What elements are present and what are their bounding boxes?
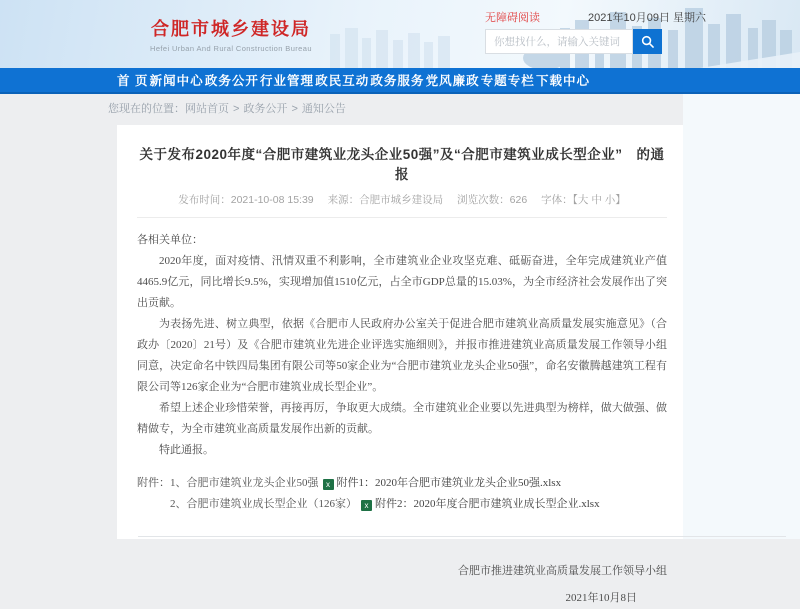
view-count: 浏览次数：626 [457, 194, 528, 207]
search-bar [485, 29, 662, 54]
main-nav [0, 68, 800, 94]
nav-item-party[interactable]: 党风廉政 [425, 74, 480, 88]
site-header [0, 0, 800, 68]
excel-file-icon: x [361, 500, 372, 511]
nav-item-downloads[interactable]: 下载中心 [535, 74, 590, 88]
search-icon [641, 35, 654, 48]
breadcrumb [108, 100, 346, 116]
closing-line: 特此通报。 [159, 444, 214, 457]
paragraph: 希望上述企业珍惜荣誉，再接再厉，争取更大成绩。全市建筑业企业要以先进典型为榜样，做大做强、做精做专，为全市建筑业高质量发展作出新的贡献。 [137, 402, 667, 436]
publish-time: 发布时间：2021-10-08 15:39 [178, 194, 314, 207]
site-title-english: Hefei Urban And Rural Construction Bureau [150, 44, 312, 53]
breadcrumb-separator: > [291, 103, 298, 115]
attachment-link[interactable]: 附件2：2020年度合肥市建筑业成长型企业.xlsx [375, 498, 600, 511]
main-nav-items [117, 68, 590, 92]
paragraph: 为表扬先进、树立典型，依据《合肥市人民政府办公室关于促进合肥市建筑业高质量发展实施意见》（合政办〔2020〕21号）及《合肥市建筑业先进企业评选实施细则》，并报市推进建筑业高质量发展工作领导小组同意，决定命名中铁四局集团有限公司等50家企业为“合肥市建筑业龙头企业50强”，命名安徽腾越建筑工程有限公司等126家企业为“合肥市建筑业成长型企业”。 [137, 318, 667, 394]
accessibility-link[interactable]: 无障碍阅读 [485, 12, 540, 24]
header-date: 2021年10月09日 星期六 [588, 12, 706, 24]
article-card [117, 125, 683, 605]
nav-item-news[interactable]: 新闻中心 [149, 74, 204, 88]
nav-item-industry[interactable]: 行业管理 [260, 74, 315, 88]
attachment-name: 2、合肥市建筑业成长型企业（126家） [170, 498, 357, 511]
meta-divider [137, 217, 667, 218]
font-size-controls[interactable]: 【大 中 小】 [572, 194, 626, 207]
attachments-label: 附件： [137, 477, 170, 490]
article-source: 来源：合肥市城乡建设局 [327, 194, 444, 207]
attachment-row [170, 494, 667, 515]
nav-item-gov-info[interactable]: 政务公开 [204, 74, 259, 88]
article-body [137, 230, 667, 609]
nav-item-topics[interactable]: 专题专栏 [480, 74, 535, 88]
footer-divider [138, 536, 786, 537]
search-button[interactable] [633, 29, 662, 54]
attachments-section [137, 473, 667, 515]
search-input[interactable] [485, 29, 633, 54]
attachment-name: 1、合肥市建筑业龙头企业50强 [170, 477, 319, 490]
attachment-link[interactable]: 附件1：2020年合肥市建筑业龙头企业50强.xlsx [336, 477, 562, 490]
attachment-row [137, 473, 667, 494]
excel-file-icon: x [323, 479, 334, 490]
salutation: 各相关单位： [137, 234, 203, 247]
site-title: 合肥市城乡建设局 [150, 19, 311, 39]
breadcrumb-separator: > [233, 103, 240, 115]
nav-item-services[interactable]: 政务服务 [370, 74, 425, 88]
site-logo[interactable] [150, 15, 312, 53]
nav-item-home[interactable]: 首 页 [117, 74, 149, 88]
nav-item-interaction[interactable]: 政民互动 [315, 74, 370, 88]
article-meta [137, 192, 667, 207]
font-size-label: 字体： [541, 194, 573, 207]
signature-org: 合肥市推进建筑业高质量发展工作领导小组 [458, 565, 667, 578]
paragraph: 2020年度，面对疫情、汛情双重不利影响，全市建筑业企业攻坚克难、砥砺奋进，全年完成建筑业产值4465.9亿元，同比增长9.5%，实现增加值1510亿元，占全市GDP总量的15.03%，为全市经济社会发展作出了突出贡献。 [137, 255, 667, 310]
breadcrumb-home[interactable]: 网站首页 [185, 103, 229, 115]
breadcrumb-gov-info[interactable]: 政务公开 [243, 103, 288, 115]
right-background-panel [683, 94, 800, 539]
signature-date: 2021年10月8日 [565, 592, 637, 605]
breadcrumb-notices[interactable]: 通知公告 [301, 103, 346, 115]
breadcrumb-prefix: 您现在的位置： [108, 103, 185, 115]
article-title: 关于发布2020年度“合肥市建筑业龙头企业50强”及“合肥市建筑业成长型企业” 的通报 [139, 147, 665, 182]
